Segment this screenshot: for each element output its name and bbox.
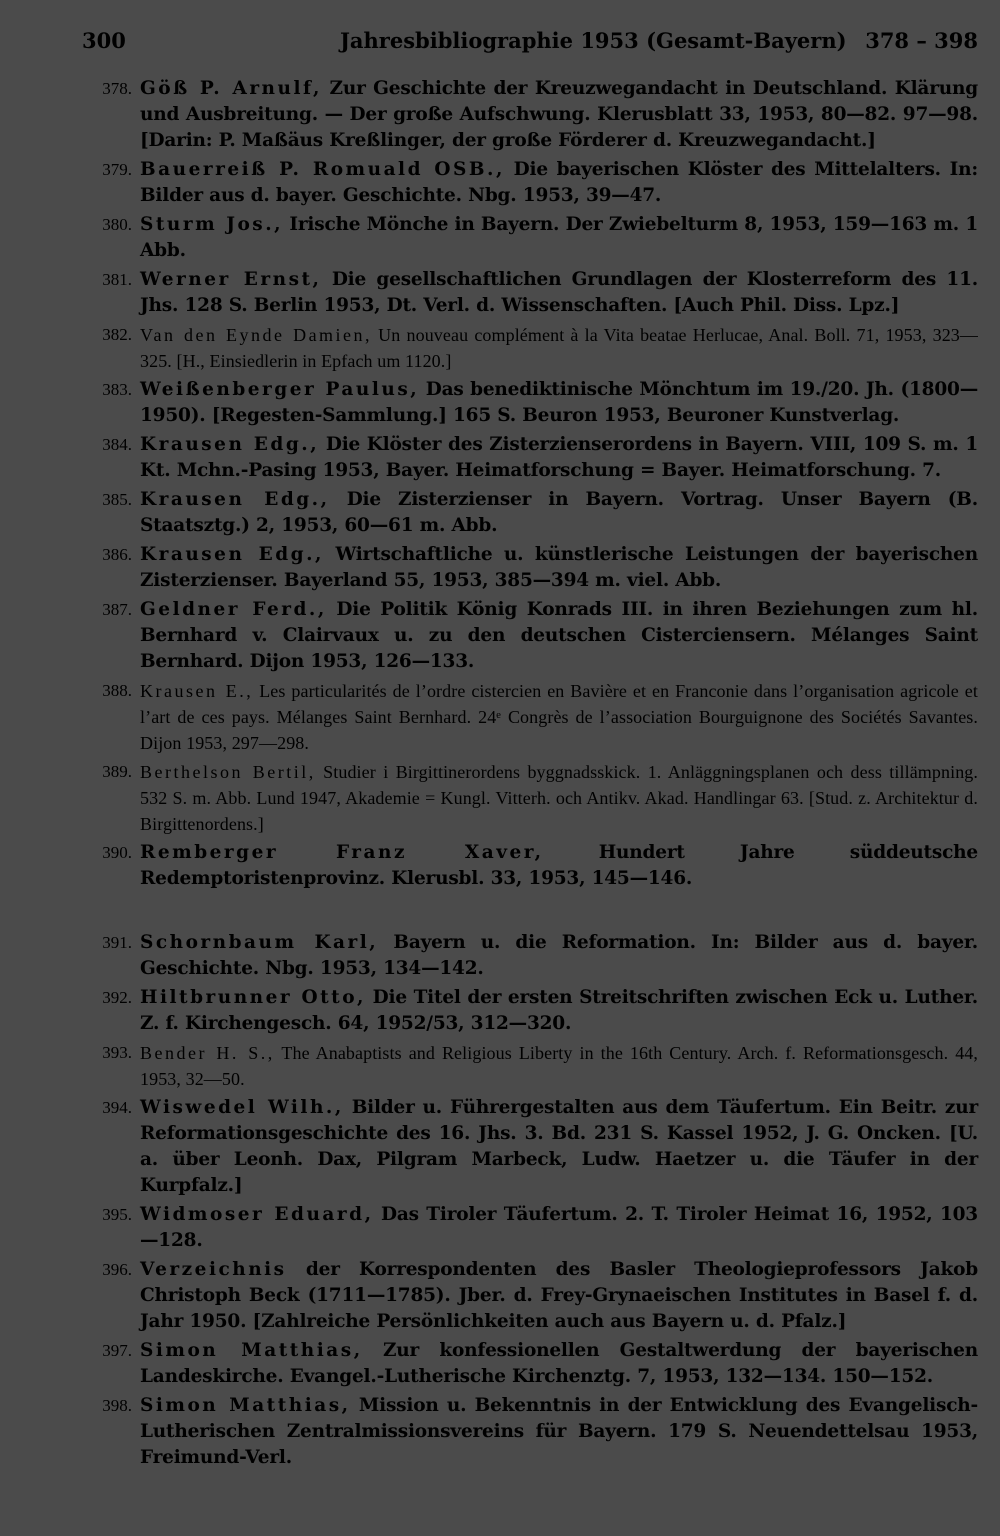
entry-author: Simon Matthias, xyxy=(140,1395,351,1416)
entry-author: Wiswedel Wilh., xyxy=(140,1097,344,1118)
entry-author: Sturm Jos., xyxy=(140,214,284,235)
entry-number: 388. xyxy=(102,681,132,700)
entry-text xyxy=(140,1257,978,1335)
bibliography-entry xyxy=(82,212,978,264)
entry-text xyxy=(140,985,978,1037)
bibliography-entry xyxy=(82,76,978,154)
bibliography-entry xyxy=(82,1393,978,1471)
bibliography-entry xyxy=(82,597,978,675)
entry-author: Geldner Ferd., xyxy=(140,599,327,620)
entry-body: The Anabaptists and Religious Liberty in the 16th Century. Arch. f. Reformationsgesch. 44, 1953, 32—50. xyxy=(140,1043,978,1089)
entry-number: 383. xyxy=(102,380,132,399)
entry-author: Krausen Edg., xyxy=(140,544,324,565)
entry-author: Krausen Edg., xyxy=(140,489,330,510)
entry-author: Van den Eynde Damien, xyxy=(140,325,373,345)
entry-body: Mission u. Bekenntnis in der Entwicklung des Evangelisch-Lutherischen Zentralmissionsvereins für Bayern. 179 S. Neuendettelsau 1953, Freimund-Verl. xyxy=(140,1395,978,1468)
entry-body: Les particularités de l’ordre cistercien en Bavière et en Franconie dans l’organisation agricole et l’art de ces pays. Mélanges Saint Bernhard. 24ᵉ Congrès de l’association Bourguignone des Sociétés Savantes. Dijon 1953, 297—298. xyxy=(140,681,978,753)
entry-number: 378. xyxy=(102,79,132,98)
entry-body: Irische Mönche in Bayern. Der Zwiebelturm 8, 1953, 159—163 m. 1 Abb. xyxy=(140,214,979,261)
entry-body: Zur Geschichte der Kreuzwegandacht in Deutschland. Klärung und Ausbreitung. — Der große Aufschwung. Klerusblatt 33, 1953, 80—82. 97—98. [Darin: P. Maßäus Kreßlinger, der große Förderer d. Kreuzwegandacht.] xyxy=(140,78,978,151)
entry-body: Die Titel der ersten Streitschriften zwischen Eck u. Luther. Z. f. Kirchengesch. 64, 1952/53, 312—320. xyxy=(140,987,979,1034)
bibliography-entry xyxy=(82,322,978,374)
entry-body: Die gesellschaftlichen Grundlagen der Klosterreform des 11. Jhs. 128 S. Berlin 1953, Dt. Verl. d. Wissenschaften. [Auch Phil. Diss. Lpz.] xyxy=(140,269,978,316)
entry-text xyxy=(140,1202,978,1254)
entry-text xyxy=(140,930,978,982)
entry-author: Krausen Edg., xyxy=(140,434,320,455)
entry-body: der Korrespondenten des Basler Theologieprofessors Jakob Christoph Beck (1711—1785). Jber. d. Frey-Grynaeischen Institutes in Basel f. d. Jahr 1950. [Zahlreiche Persönlichkeiten auch aus Bayern u. d. Pfalz.] xyxy=(140,1259,978,1332)
entry-number: 394. xyxy=(102,1098,132,1117)
entry-number: 385. xyxy=(102,490,132,509)
bibliography-entry xyxy=(82,1338,978,1390)
entry-author: Bender H. S., xyxy=(140,1043,275,1063)
bibliography-entry xyxy=(82,1095,978,1199)
entry-text xyxy=(140,678,978,756)
bibliography-entry xyxy=(82,377,978,429)
entry-author: Remberger Franz Xaver, xyxy=(140,842,544,863)
entry-author: Schornbaum Karl, xyxy=(140,932,379,953)
entry-text xyxy=(140,1040,978,1092)
running-header xyxy=(82,24,978,60)
entry-number: 396. xyxy=(102,1260,132,1279)
entry-text xyxy=(140,487,978,539)
entry-author: Göß P. Arnulf, xyxy=(140,78,322,99)
entry-number: 384. xyxy=(102,435,132,454)
bibliography-entry xyxy=(82,487,978,539)
entry-text xyxy=(140,76,978,154)
entry-number: 393. xyxy=(102,1043,132,1062)
entry-body: Studier i Birgittinerordens byggnadsskick. 1. Anläggningsplanen och dess tillämpning. 532 S. m. Abb. Lund 1947, Akademie = Kungl. Vitterh. och Antikv. Akad. Handlingar 63. [Stud. z. Architektur d. Birgittenordens.] xyxy=(140,762,978,834)
bibliography-entry xyxy=(82,985,978,1037)
entry-author: Krausen E., xyxy=(140,681,254,701)
entry-number: 380. xyxy=(102,215,132,234)
entry-body: Die Zisterzienser in Bayern. Vortrag. Unser Bayern (B. Staatsztg.) 2, 1953, 60—61 m. Abb. xyxy=(140,489,978,536)
entry-text xyxy=(140,597,978,675)
entry-number: 398. xyxy=(102,1396,132,1415)
entry-text xyxy=(140,377,978,429)
entry-number: 382. xyxy=(102,325,132,344)
bibliography-entry xyxy=(82,1040,978,1092)
entry-number: 381. xyxy=(102,270,132,289)
entry-text xyxy=(140,157,978,209)
entry-body: Das Tiroler Täufertum. 2. T. Tiroler Heimat 16, 1952, 103—128. xyxy=(140,1204,978,1251)
entry-list xyxy=(82,76,978,1474)
entry-number: 386. xyxy=(102,545,132,564)
entry-text xyxy=(140,1393,978,1471)
entry-number: 397. xyxy=(102,1341,132,1360)
entry-body: Die Politik König Konrads III. in ihren Beziehungen zum hl. Bernhard v. Clairvaux u. zu den deutschen Cisterciensern. Mélanges Saint Bernhard. Dijon 1953, 126—133. xyxy=(140,599,978,672)
entry-text xyxy=(140,212,978,264)
entry-text xyxy=(140,1095,978,1199)
bibliography-entry xyxy=(82,1257,978,1335)
entry-author: Weißenberger Paulus, xyxy=(140,379,420,400)
entry-number: 391. xyxy=(102,933,132,952)
entry-body: Die Klöster des Zisterzienserordens in Bayern. VIII, 109 S. m. 1 Kt. Mchn.-Pasing 1953, Bayer. Heimatforschung = Bayer. Heimatforschung. 7. xyxy=(140,434,978,481)
bibliography-entry xyxy=(82,542,978,594)
entry-number: 379. xyxy=(102,160,132,179)
entry-author: Werner Ernst, xyxy=(140,269,322,290)
entry-author: Berthelson Bertil, xyxy=(140,762,316,782)
entry-author: Verzeichnis xyxy=(140,1259,287,1280)
entry-text xyxy=(140,432,978,484)
entry-text xyxy=(140,542,978,594)
bibliography-entry xyxy=(82,267,978,319)
entry-author: Bauerreiß P. Romuald OSB., xyxy=(140,159,505,180)
entry-number: 387. xyxy=(102,600,132,619)
bibliography-entry xyxy=(82,1202,978,1254)
entry-text xyxy=(140,267,978,319)
entry-body: Zur konfessionellen Gestaltwerdung der bayerischen Landeskirche. Evangel.-Lutherische Kirchenztg. 7, 1953, 132—134. 150—152. xyxy=(140,1340,979,1387)
entry-number: 389. xyxy=(102,762,132,781)
entry-body: Un nouveau complément à la Vita beatae Herlucae, Anal. Boll. 71, 1953, 323—325. [H., Einsiedlerin in Epfach um 1120.] xyxy=(140,325,978,371)
entry-body: Wirtschaftliche u. künstlerische Leistungen der bayerischen Zisterzienser. Bayerland 55, 1953, 385—394 m. viel. Abb. xyxy=(140,544,979,591)
page-number: 300 xyxy=(82,28,126,53)
entry-body: Die bayerischen Klöster des Mittelalters. In: Bilder aus d. bayer. Geschichte. Nbg. 1953, 39—47. xyxy=(140,159,978,206)
entry-text xyxy=(140,1338,978,1390)
entry-text xyxy=(140,322,978,374)
entry-range: 378 – 398 xyxy=(865,28,978,53)
bibliography-entry xyxy=(82,930,978,982)
entry-body: Bayern u. die Reformation. In: Bilder aus d. bayer. Geschichte. Nbg. 1953, 134—142. xyxy=(140,932,978,979)
bibliography-entry xyxy=(82,759,978,837)
bibliography-entry xyxy=(82,840,978,892)
entry-body: Bilder u. Führergestalten aus dem Täufertum. Ein Beitr. zur Reformationsgeschichte des 16. Jhs. 3. Bd. 231 S. Kassel 1952, J. G. Oncken. [U. a. über Leonh. Dax, Pilgram Marbeck, Ludw. Haetzer u. die Täufer in der Kurpfalz.] xyxy=(140,1097,978,1196)
entry-text xyxy=(140,840,978,892)
entry-body: Das benediktinische Mönchtum im 19./20. Jh. (1800—1950). [Regesten-Sammlung.] 165 S. Beuron 1953, Beuroner Kunstverlag. xyxy=(140,379,978,426)
running-title: Jahresbibliographie 1953 (Gesamt-Bayern) xyxy=(340,28,847,53)
entry-author: Widmoser Eduard, xyxy=(140,1204,374,1225)
bibliography-entry xyxy=(82,678,978,756)
entry-text xyxy=(140,759,978,837)
entry-number: 392. xyxy=(102,988,132,1007)
entry-author: Hiltbrunner Otto, xyxy=(140,987,366,1008)
bibliography-entry xyxy=(82,432,978,484)
entry-number: 395. xyxy=(102,1205,132,1224)
entry-number: 390. xyxy=(102,843,132,862)
bibliography-entry xyxy=(82,157,978,209)
entry-body: Hundert Jahre süddeutsche Redemptoristenprovinz. Klerusbl. 33, 1953, 145—146. xyxy=(140,842,978,889)
entry-author: Simon Matthias, xyxy=(140,1340,363,1361)
